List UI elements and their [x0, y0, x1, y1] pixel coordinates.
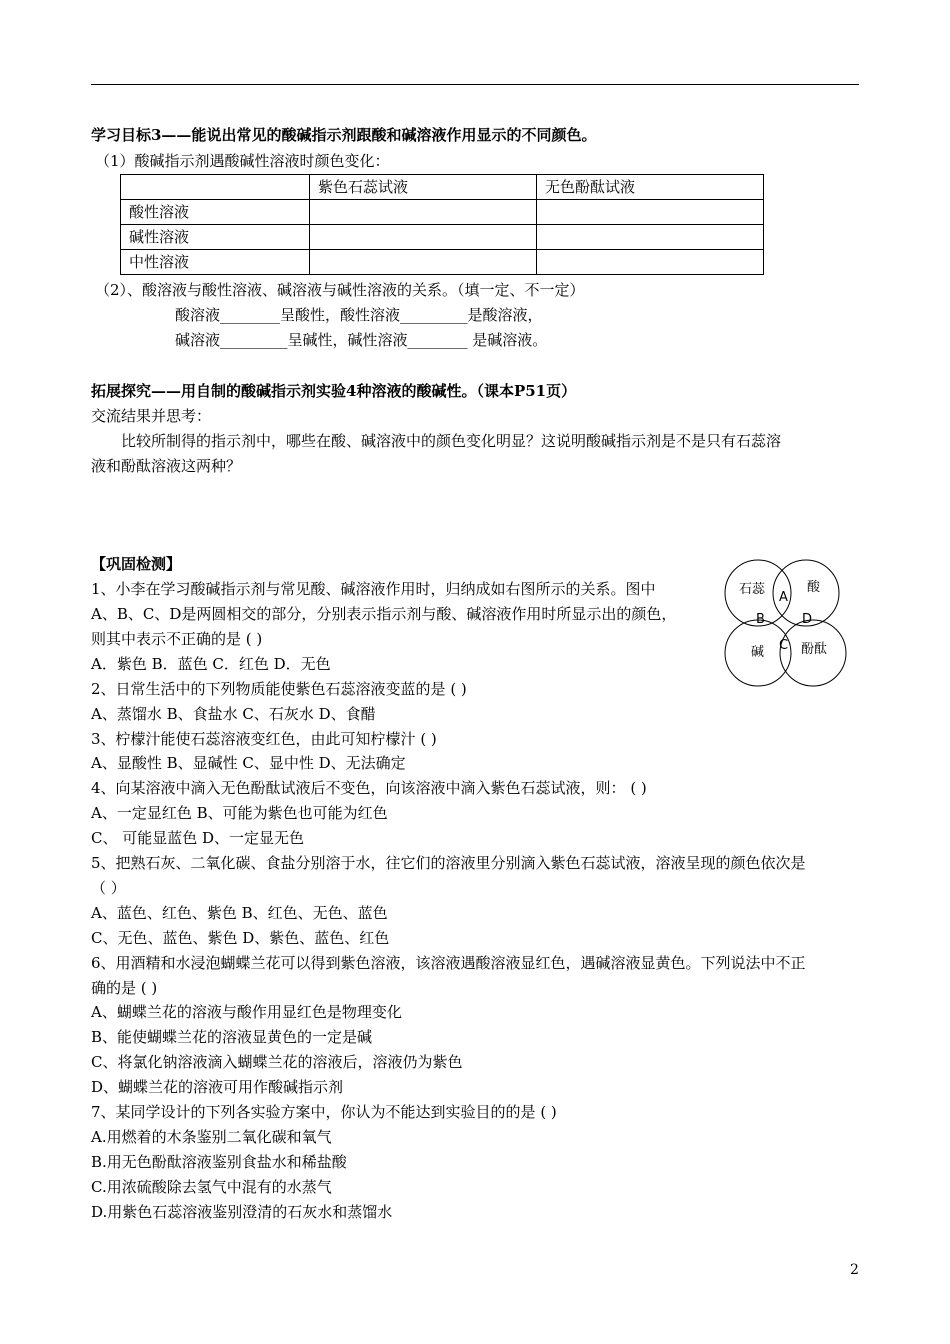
goal3-title: 学习目标3——能说出常见的酸碱指示剂跟酸和碱溶液作用显示的不同颜色。	[91, 126, 597, 144]
q3: 3、柠檬汁能使石蕊溶液变红色，由此可知柠檬汁 ( )	[91, 730, 437, 748]
q7: 7、某同学设计的下列各实验方案中，你认为不能达到实验目的的是 ( )	[91, 1103, 557, 1121]
table-row	[121, 225, 764, 250]
q6-option-a: A、蝴蝶兰花的溶液与酸作用显红色是物理变化	[91, 1003, 402, 1021]
venn-label-base: 碱	[751, 645, 765, 660]
q5-line2: （ ）	[91, 879, 126, 897]
table-header-litmus: 紫色石蕊试液	[310, 175, 537, 200]
table-row	[121, 200, 764, 225]
check-title: 【巩固检测】	[91, 555, 182, 573]
q5-options-1: A、蓝色、红色、紫色 B、红色、无色、蓝色	[91, 904, 388, 922]
row-label-acidic: 酸性溶液	[121, 200, 310, 225]
goal3-q2-line1: 酸溶液________呈酸性，酸性溶液_________是酸溶液，	[175, 306, 543, 324]
q7-option-a: A.用燃着的木条鉴别二氧化碳和氧气	[91, 1128, 332, 1146]
venn-label-litmus: 石蕊	[739, 582, 766, 597]
q7-option-b: B.用无色酚酞溶液鉴别食盐水和稀盐酸	[91, 1153, 347, 1171]
q6-line1: 6、用酒精和水浸泡蝴蝶兰花可以得到紫色溶液，该溶液遇酸溶液显红色，遇碱溶液显黄色。下列说法中不正	[91, 954, 806, 972]
explore-title: 拓展探究——用自制的酸碱指示剂实验4种溶液的酸碱性。（课本P51页）	[91, 382, 577, 400]
table-cell-blank[interactable]	[310, 200, 537, 225]
table-header-row	[121, 175, 764, 200]
table-header-phenolphthalein: 无色酚酞试液	[537, 175, 764, 200]
table-cell	[121, 175, 310, 200]
goal3-q2: （2）、酸溶液与酸性溶液、碱溶液与碱性溶液的关系。（填一定、不一定）	[95, 281, 585, 299]
q7-option-c: C.用浓硫酸除去氢气中混有的水蒸气	[91, 1178, 332, 1196]
q4-options-2: C、 可能显蓝色 D、一定显无色	[91, 829, 305, 847]
q2-options: A、蒸馏水 B、食盐水 C、石灰水 D、食醋	[91, 705, 376, 723]
indicator-color-table	[120, 174, 764, 275]
explore-exchange: 交流结果并思考：	[91, 407, 212, 425]
venn-region-a: A	[779, 590, 788, 605]
q6-option-c: C、将氯化钠溶液滴入蝴蝶兰花的溶液后，溶液仍为紫色	[91, 1053, 463, 1071]
page-number: 2	[850, 1262, 859, 1278]
q7-option-d: D.用紫色石蕊溶液鉴别澄清的石灰水和蒸馏水	[91, 1203, 393, 1221]
header-rule	[91, 84, 859, 85]
q6-option-d: D、蝴蝶兰花的溶液可用作酸碱指示剂	[91, 1078, 344, 1096]
row-label-neutral: 中性溶液	[121, 250, 310, 275]
venn-region-c: C	[779, 638, 789, 653]
q6-line2: 确的是 ( )	[91, 979, 158, 997]
venn-region-d: D	[802, 612, 813, 627]
q1-line2: A、B、C、D是两圆相交的部分，分别表示指示剂与酸、碱溶液作用时所显示出的颜色，	[91, 605, 677, 623]
goal3-q2-line2: 碱溶液_________呈碱性，碱性溶液________ 是碱溶液。	[175, 331, 548, 349]
q1-line3: 则其中表示不正确的是 ( )	[91, 630, 263, 648]
venn-label-phenolphthalein: 酚酞	[801, 642, 828, 657]
venn-diagram	[723, 556, 871, 694]
table-cell-blank[interactable]	[310, 225, 537, 250]
table-cell-blank[interactable]	[537, 250, 764, 275]
q5-options-2: C、无色、蓝色、紫色 D、紫色、蓝色、红色	[91, 929, 390, 947]
explore-paragraph-line2: 液和酚酞溶液这两种？	[91, 457, 242, 475]
table-cell-blank[interactable]	[537, 200, 764, 225]
goal3-q1: （1）酸碱指示剂遇酸碱性溶液时颜色变化：	[95, 152, 390, 170]
q1-line1: 1、小李在学习酸碱指示剂与常见酸、碱溶液作用时，归纳成如右图所示的关系。图中	[91, 580, 656, 598]
q3-options: A、显酸性 B、显碱性 C、显中性 D、无法确定	[91, 754, 406, 772]
venn-label-acid: 酸	[807, 580, 821, 595]
table-cell-blank[interactable]	[310, 250, 537, 275]
row-label-basic: 碱性溶液	[121, 225, 310, 250]
explore-paragraph-line1: 比较所制得的指示剂中，哪些在酸、碱溶液中的颜色变化明显？这说明酸碱指示剂是不是只有石蕊溶	[121, 432, 782, 450]
q4-options-1: A、一定显红色 B、可能为紫色也可能为红色	[91, 804, 388, 822]
q4: 4、向某溶液中滴入无色酚酞试液后不变色，向该溶液中滴入紫色石蕊试液，则： ( )	[91, 779, 647, 797]
venn-region-b: B	[756, 612, 765, 627]
q2: 2、日常生活中的下列物质能使紫色石蕊溶液变蓝的是 ( )	[91, 680, 467, 698]
q6-option-b: B、能使蝴蝶兰花的溶液显黄色的一定是碱	[91, 1028, 373, 1046]
q5-line1: 5、把熟石灰、二氧化碳、食盐分别溶于水，往它们的溶液里分别滴入紫色石蕊试液，溶液呈现的颜色依次是	[91, 854, 806, 872]
table-cell-blank[interactable]	[537, 225, 764, 250]
q1-options: A．紫色 B．蓝色 C．红色 D．无色	[91, 655, 331, 673]
table-row	[121, 250, 764, 275]
